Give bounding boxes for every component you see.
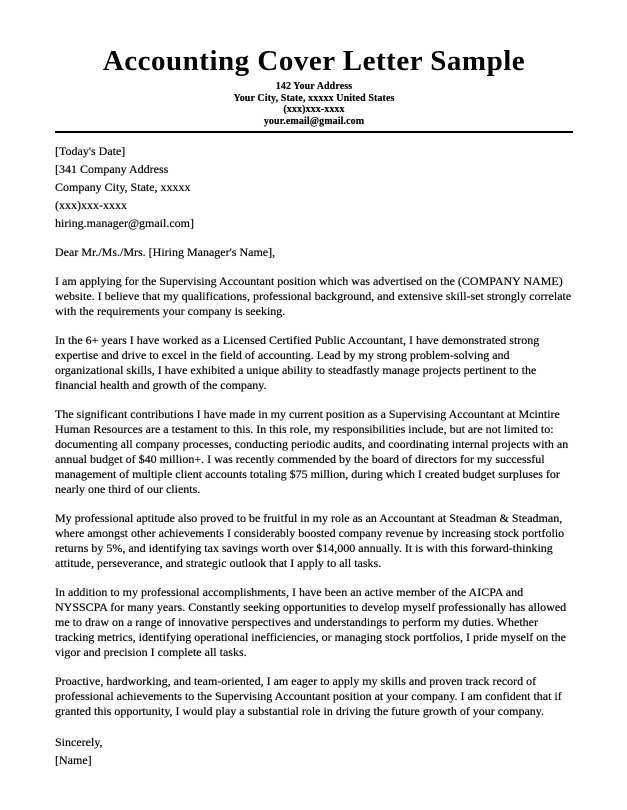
salutation: Dear Mr./Ms./Mrs. [Hiring Manager's Name],: [55, 245, 276, 260]
recipient-email: hiring.manager@gmail.com]: [55, 216, 195, 231]
sender-email: your.email@gmail.com: [263, 115, 365, 127]
paragraph-intro: I am applying for the Supervising Accountant position which was advertised on the (COMPANY NAME) website. I believe that my qualifications, professional background, and extensive skill-set strongly correlate with the requirements your company is seeking.: [55, 274, 572, 319]
recipient-phone: (xxx)xxx-xxxx: [55, 198, 127, 213]
paragraph-experience: In the 6+ years I have worked as a Licensed Certified Public Accountant, I have demonstrated strong expertise and drive to excel in the field of accounting. Lead by my strong problem-solving and organizational skills, I have exhibited a unique ability to steadfastly manage projects pertinent to the financial health and growth of the company.: [55, 333, 540, 393]
paragraph-conclusion: Proactive, hardworking, and team-oriented, I am eager to apply my skills and proven track record of professional achievements to the Supervising Accountant position at your company. I am confident that if granted this opportunity, I would play a substantial role in driving the future growth of your company.: [55, 674, 562, 719]
letter-body: [55, 142, 573, 769]
sender-address-line: 142 Your Address: [275, 81, 353, 92]
recipient-city-line: Company City, State, xxxxx: [55, 180, 191, 195]
paragraph-memberships: In addition to my professional accomplishments, I have been an active member of the AICPA and NYSSCPA for many years. Constantly seeking opportunities to develop myself professionally has allowed me to draw on a range of innovative perspectives and understandings to perform my duties. Whether tracking metrics, identifying operational inefficiencies, or managing stock portfolios, I pride myself on the vigor and precision I complete all tasks.: [55, 585, 567, 660]
closing-phrase: Sincerely,: [55, 735, 103, 750]
recipient-block: [55, 142, 573, 232]
signature-name-placeholder: [Name]: [55, 753, 92, 768]
closing-block: [55, 733, 573, 769]
sender-city-line: Your City, State, xxxxx United States: [233, 92, 395, 104]
paragraph-achievements: My professional aptitude also proved to be fruitful in my role as an Accountant at Steadman & Steadman, where amongst other achievements I considerably boosted company revenue by increasing stock portfolio returns by 5%, and identifying tax savings worth over $14,000 annually. It is with this forward-thinking attitude, perseverance, and strategic outlook that I apply to all tasks.: [55, 511, 565, 571]
todays-date-placeholder: [Today's Date]: [55, 144, 126, 159]
paragraph-current-position: The significant contributions I have made in my current position as a Supervising Accountant at Mcintire Human Resources are a testament to this. In this role, my responsibilities include, but are not limited to: documenting all company processes, conducting periodic audits, and coordinating internal projects with an annual budget of $40 million+. I was recently commended by the board of directors for my successful management of multiple client accounts totaling $75 million, during which I created budget surpluses for nearly one third of our clients.: [55, 407, 569, 497]
recipient-address-line: [341 Company Address: [55, 162, 169, 177]
sender-contact-block: [55, 81, 573, 127]
header-divider: [55, 131, 573, 133]
page-title: Accounting Cover Letter Sample: [102, 45, 526, 77]
sender-phone: (xxx)xxx-xxxx: [283, 104, 345, 116]
